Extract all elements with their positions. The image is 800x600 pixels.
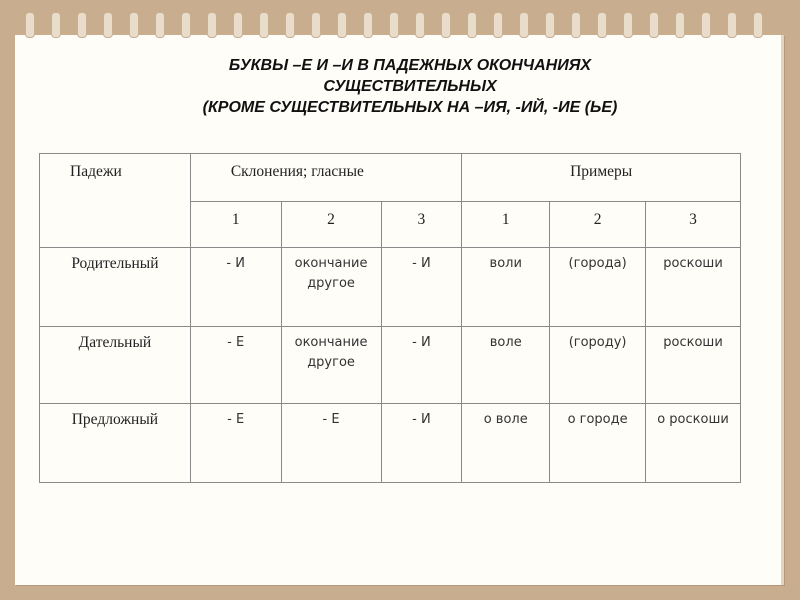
table-row [40,404,741,483]
title-line-1: БУКВЫ –Е И –И В ПАДЕЖНЫХ ОКОНЧАНИЯХ [228,57,592,74]
title-line-3: (КРОМЕ СУЩЕСТВИТЕЛЬНЫХ НА –ИЯ, -ИЙ, -ИЕ (ЬЕ) [202,99,618,116]
header-row [40,154,741,202]
subheader-cell: 2 [550,202,646,248]
decl-3-cell: - И [381,248,462,327]
example-3-cell: роскоши [646,248,741,327]
case-name: Родительный [40,248,191,327]
example-3-cell: о роскоши [646,404,741,483]
header-declensions: Склонения; гласные [190,154,462,202]
endings-table [39,153,741,483]
subheader-cell: 3 [381,202,462,248]
slide-title [150,55,670,118]
example-3-cell: роскоши [646,327,741,404]
decl-1-cell: - Е [190,327,281,404]
decl-1-cell: - Е [190,404,281,483]
case-name: Дательный [40,327,191,404]
example-2-cell: (города) [550,248,646,327]
decl-2-cell: - Е [281,404,381,483]
case-name: Предложный [40,404,191,483]
example-1-cell: воли [462,248,550,327]
example-2-cell: о городе [550,404,646,483]
header-examples: Примеры [462,154,741,202]
table-row [40,248,741,327]
subheader-cell: 1 [462,202,550,248]
example-2-cell: (городу) [550,327,646,404]
subheader-cell: 2 [281,202,381,248]
decl-2-cell: окончание другое [281,248,381,327]
title-line-2: СУЩЕСТВИТЕЛЬНЫХ [323,78,497,95]
decl-1-cell: - И [190,248,281,327]
example-1-cell: о воле [462,404,550,483]
header-cases: Падежи [40,154,191,248]
table-row [40,327,741,404]
subheader-cell: 3 [646,202,741,248]
subheader-cell: 1 [190,202,281,248]
decl-3-cell: - И [381,327,462,404]
example-1-cell: воле [462,327,550,404]
binder-holes [25,12,785,52]
decl-2-cell: окончание другое [281,327,381,404]
decl-3-cell: - И [381,404,462,483]
